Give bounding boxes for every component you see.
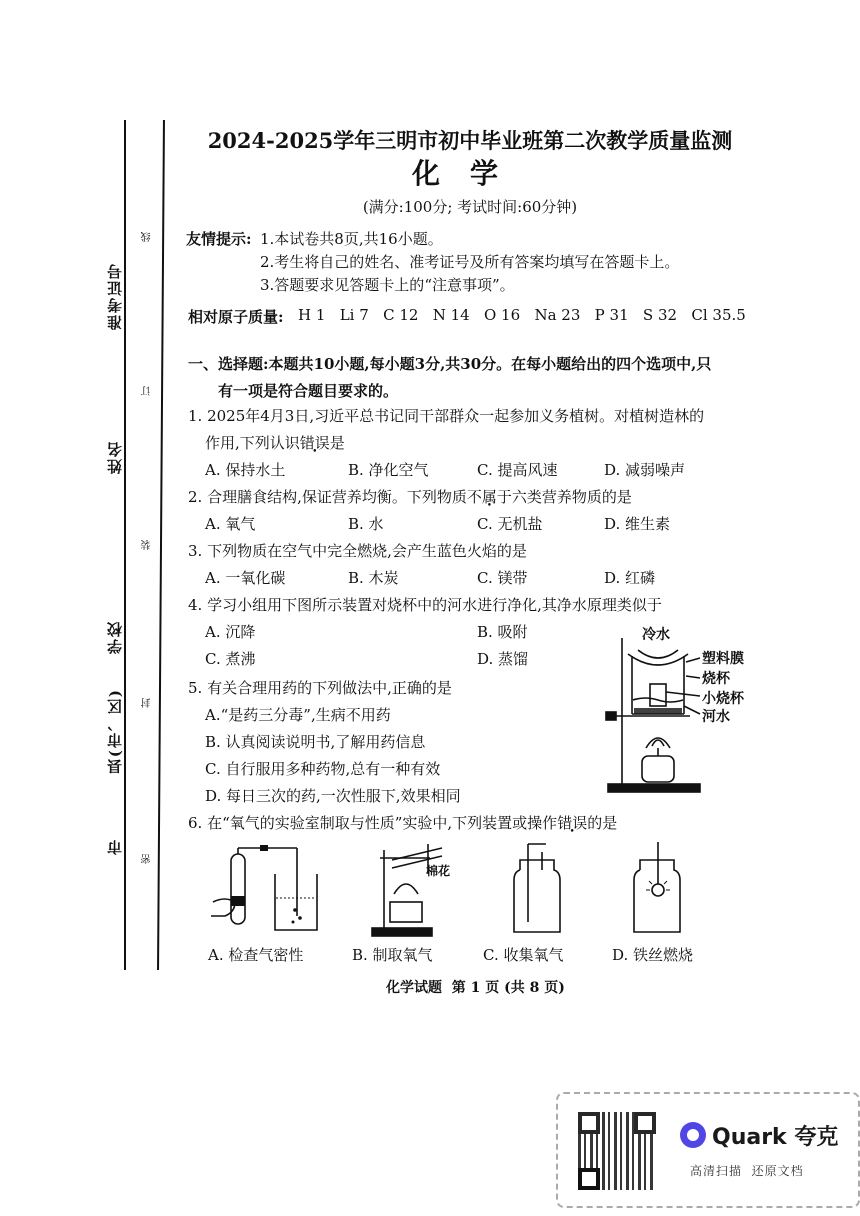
q5-option-c: C. 自行服用多种药物,总有一种有效 [205, 760, 441, 778]
label-plastic-film: 塑料膜 [702, 651, 744, 667]
label-cold-water: 冷水 [642, 627, 670, 643]
tip-item: 3.答题要求见答题卡上的“注意事项”。 [260, 276, 515, 294]
atomic-mass-values: H 1 Li 7 C 12 N 14 O 16 Na 23 P 31 S 32 Cl 35.5 [298, 306, 746, 324]
exam-id-label: 准考证号 [106, 262, 124, 330]
quark-watermark [556, 1092, 860, 1208]
q1-option-c: C. 提高风速 [477, 461, 558, 479]
q6-option-d: D. 铁丝燃烧 [612, 946, 694, 964]
q1-option-b: B. 净化空气 [348, 461, 429, 479]
seal-mark-secret: 密 [142, 854, 153, 864]
iron-wire-burning-drawing [628, 840, 688, 940]
q6-stem-post: 的是 [587, 814, 618, 832]
q3-option-c: C. 镁带 [477, 569, 528, 587]
q5-option-a: A.“是药三分毒”,生病不用药 [205, 706, 391, 724]
seal-mark-bind: 订 [142, 386, 153, 396]
q4-option-c: C. 煮沸 [205, 650, 256, 668]
q2-option-a: A. 氧气 [205, 515, 256, 533]
section-heading: 一、选择题:本题共10小题,每小题3分,共30分。在每小题给出的四个选项中,只 [188, 355, 712, 373]
q3-option-d: D. 红磷 [604, 569, 656, 587]
seal-mark-line: 线 [142, 232, 153, 242]
q1-stem-cont [205, 432, 345, 453]
q6-option-a: A. 检查气密性 [208, 946, 304, 964]
q2-option-d: D. 维生素 [604, 515, 671, 533]
section-heading-cont: 有一项是符合题目要求的。 [218, 382, 399, 400]
tip-item: 2.考生将自己的姓名、准考证号及所有答案均填写在答题卡上。 [260, 253, 680, 271]
q5-option-b: B. 认真阅读说明书,了解用药信息 [205, 733, 426, 751]
q4-option-a: A. 沉降 [205, 623, 256, 641]
city-label: 市 [106, 838, 124, 855]
q5-option-d: D. 每日三次的药,一次性服下,效果相同 [205, 787, 461, 805]
q1-stem-post: 是 [329, 434, 345, 452]
quark-logo-icon [680, 1122, 706, 1148]
label-small-beaker: 小烧杯 [702, 691, 744, 707]
q6-figure-c [508, 840, 568, 940]
q6-option-c: C. 收集氧气 [483, 946, 564, 964]
q3-stem: 3. 下列物质在空气中完全燃烧,会产生蓝色火焰的是 [188, 542, 527, 560]
q2-option-b: B. 水 [348, 515, 384, 533]
tips-label: 友情提示: [186, 230, 252, 248]
label-cotton: 棉花 [426, 864, 451, 878]
q4-option-b: B. 吸附 [477, 623, 528, 641]
q4-option-d: D. 蒸馏 [477, 650, 529, 668]
tip-item: 1.本试卷共8页,共16小题。 [260, 230, 443, 248]
oxygen-collection-drawing [508, 840, 568, 940]
subject-title: 化学 [411, 157, 528, 190]
label-river-water: 河水 [702, 709, 730, 725]
q1-option-d: D. 减弱噪声 [604, 461, 686, 479]
q4-stem: 4. 学习小组用下图所示装置对烧杯中的河水进行净化,其净水原理类似于 [188, 596, 662, 614]
q2-stem-post: 六类营养物质的是 [511, 488, 632, 506]
county-label: 县(市、区) [106, 688, 124, 775]
q1-emphasis: 错误 [299, 434, 330, 452]
score-info: (满分:100分; 考试时间:60分钟) [362, 198, 578, 216]
q3-option-a: A. 一氧化碳 [205, 569, 286, 587]
q6-option-b: B. 制取氧气 [352, 946, 433, 964]
quark-tagline: 高清扫描 还原文档 [690, 1164, 804, 1178]
q6-figure-a [205, 840, 325, 940]
q5-stem: 5. 有关合理用药的下列做法中,正确的是 [188, 679, 452, 697]
quark-brand: Quark 夸克 [712, 1125, 839, 1150]
q4-apparatus-figure [600, 628, 790, 798]
q6-figure-d [628, 840, 688, 940]
label-beaker: 烧杯 [702, 671, 730, 687]
q1-stem: 1. 2025年4月3日,习近平总书记同干部群众一起参加义务植树。对植树造林的 [188, 407, 705, 425]
q2-emphasis: 不属于 [466, 488, 512, 506]
name-label: 姓名 [106, 440, 124, 474]
q1-option-a: A. 保持水土 [205, 461, 286, 479]
seal-mark-seal: 封 [142, 698, 153, 708]
q6-emphasis: 错误 [557, 814, 588, 832]
atomic-mass-label: 相对原子质量: [188, 308, 284, 326]
q2-option-c: C. 无机盐 [477, 515, 543, 533]
apparatus-drawing [600, 628, 790, 798]
q2-stem [188, 486, 632, 507]
school-label: 学校 [106, 620, 124, 654]
airtightness-check-drawing [205, 840, 325, 940]
q6-stem-pre: 6. 在“氧气的实验室制取与性质”实验中,下列装置或操作 [188, 814, 558, 832]
exam-title: 2024-2025学年三明市初中毕业班第二次教学质量监测 [207, 128, 733, 153]
qr-code-corner [578, 1168, 600, 1190]
seal-mark-pack: 装 [142, 540, 153, 550]
page-footer: 化学试题 第 1 页 (共 8 页) [386, 980, 565, 996]
q1-stem-pre: 作用,下列认识 [205, 434, 300, 452]
q3-option-b: B. 木炭 [348, 569, 399, 587]
q2-stem-pre: 2. 合理膳食结构,保证营养均衡。下列物质 [188, 488, 467, 506]
oxygen-production-drawing [370, 840, 480, 940]
q6-stem [188, 812, 617, 833]
q6-figure-b [370, 840, 480, 940]
